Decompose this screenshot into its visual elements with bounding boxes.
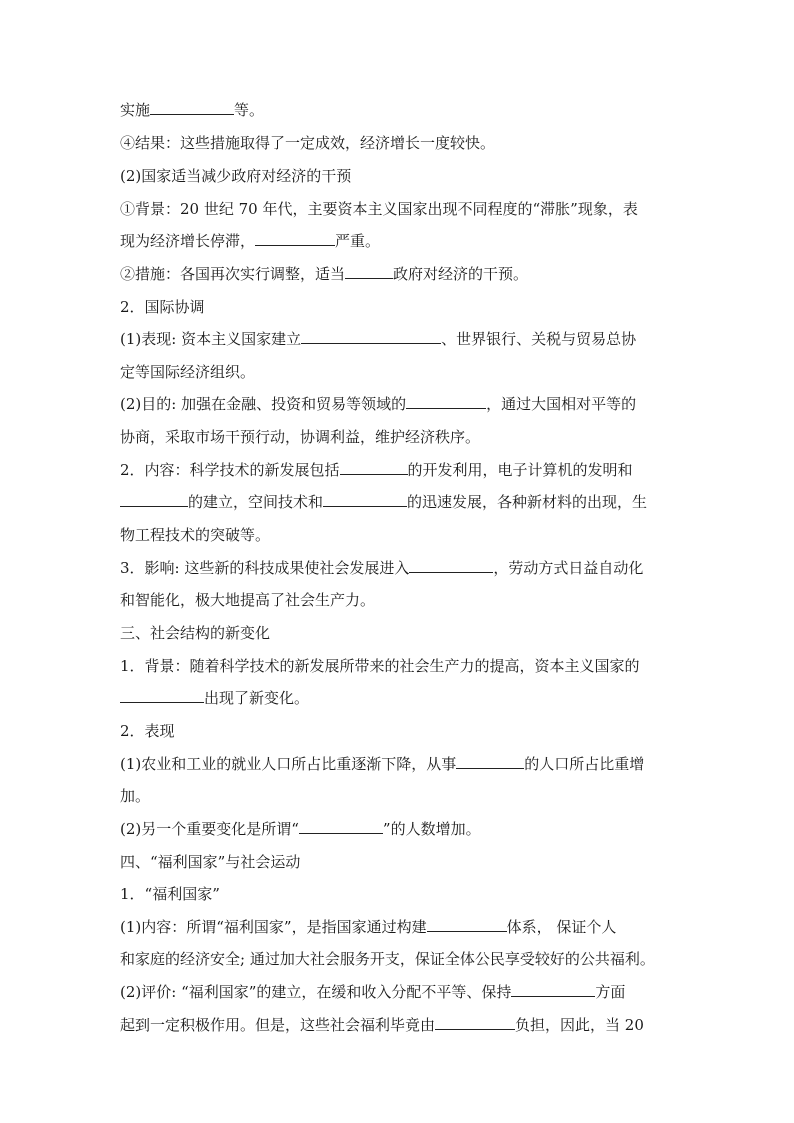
text-segment: 物工程技术的突破等。 xyxy=(120,526,271,544)
text-line xyxy=(120,982,680,1002)
text-segment: ②措施：各国再次实行调整，适当 xyxy=(120,265,346,283)
text-segment: 的建立，空间技术和 xyxy=(188,493,324,511)
text-line xyxy=(120,492,680,512)
text-segment: 三、社会结构的新变化 xyxy=(120,624,271,642)
fill-in-blank[interactable] xyxy=(406,394,486,409)
text-line xyxy=(120,656,680,676)
text-line xyxy=(120,558,680,578)
text-line xyxy=(120,525,680,545)
text-segment: (2)目的: 加强在金融、投资和贸易等领域的 xyxy=(120,395,407,413)
text-line xyxy=(120,623,680,643)
text-segment: 1．“福利国家” xyxy=(120,885,220,903)
text-line xyxy=(120,394,680,414)
text-segment: 和家庭的经济安全; 通过加大社会服务开支，保证全体公民享受较好的公共福利。 xyxy=(120,950,655,968)
text-line xyxy=(120,264,680,284)
text-line xyxy=(120,427,680,447)
text-segment: (1)农业和工业的就业人口所占比重逐渐下降，从事 xyxy=(120,755,457,773)
text-line xyxy=(120,362,680,382)
text-segment: 现为经济增长停滞， xyxy=(120,232,256,250)
text-segment: 的迅速发展，各种新材料的出现，生 xyxy=(407,493,648,511)
fill-in-blank[interactable] xyxy=(340,460,408,475)
text-line xyxy=(120,100,680,120)
fill-in-blank[interactable] xyxy=(427,917,507,932)
fill-in-blank[interactable] xyxy=(120,688,204,703)
fill-in-blank[interactable] xyxy=(511,982,595,997)
text-segment: 1．背景：随着科学技术的新发展所带来的社会生产力的提高，资本主义国家的 xyxy=(120,657,640,675)
text-line xyxy=(120,819,680,839)
text-segment: 方面 xyxy=(595,983,626,1001)
text-line xyxy=(120,329,680,349)
text-segment: 协商，采取市场干预行动，协调利益，维护经济秩序。 xyxy=(120,428,481,446)
text-line xyxy=(120,754,680,774)
fill-in-blank[interactable] xyxy=(299,819,383,834)
text-line xyxy=(120,786,680,806)
text-line xyxy=(120,688,680,708)
text-segment: ①背景：20 世纪 70 年代，主要资本主义国家出现不同程度的“滞胀”现象，表 xyxy=(120,200,638,218)
text-segment: 2．国际协调 xyxy=(120,298,205,316)
text-segment: ④结果：这些措施取得了一定成效，经济增长一度较快。 xyxy=(120,134,496,152)
text-segment: (1)表现: 资本主义国家建立 xyxy=(120,330,302,348)
text-segment: 定等国际经济组织。 xyxy=(120,363,256,381)
text-line xyxy=(120,917,680,937)
text-line xyxy=(120,1015,680,1035)
text-line xyxy=(120,721,680,741)
text-segment: 2．内容：科学技术的新发展包括 xyxy=(120,461,340,479)
text-segment: (2)另一个重要变化是所谓“ xyxy=(120,820,299,838)
text-segment: 和智能化，极大地提高了社会生产力。 xyxy=(120,591,376,609)
fill-in-blank[interactable] xyxy=(345,264,393,279)
text-line xyxy=(120,949,680,969)
text-line xyxy=(120,166,680,186)
text-segment: (2)评价: “福利国家”的建立，在缓和收入分配不平等、保持 xyxy=(120,983,512,1001)
text-segment: 2．表现 xyxy=(120,722,175,740)
text-segment: ”的人数增加。 xyxy=(382,820,481,838)
text-segment: (2)国家适当减少政府对经济的干预 xyxy=(120,167,352,185)
text-segment: 的开发利用，电子计算机的发明和 xyxy=(407,461,633,479)
text-segment: 出现了新变化。 xyxy=(204,689,310,707)
text-segment: 起到一定积极作用。但是，这些社会福利毕竟由 xyxy=(120,1016,436,1034)
text-segment: 3．影响: 这些新的科技成果使社会发展进入 xyxy=(120,559,410,577)
text-segment: ，通过大国相对平等的 xyxy=(486,395,637,413)
text-segment: 严重。 xyxy=(335,232,381,250)
fill-in-blank[interactable] xyxy=(301,329,441,344)
text-line xyxy=(120,199,680,219)
text-segment: 的人口所占比重增 xyxy=(524,755,645,773)
text-line xyxy=(120,133,680,153)
fill-in-blank[interactable] xyxy=(435,1015,515,1030)
fill-in-blank[interactable] xyxy=(323,492,407,507)
text-segment: 加。 xyxy=(120,787,151,805)
text-line xyxy=(120,884,680,904)
text-segment: 政府对经济的干预。 xyxy=(393,265,529,283)
text-line xyxy=(120,852,680,872)
fill-in-blank[interactable] xyxy=(456,754,524,769)
text-segment: 负担，因此，当 20 xyxy=(515,1016,644,1034)
text-segment: ，劳动方式日益自动化 xyxy=(493,559,644,577)
text-segment: 、世界银行、关税与贸易总协 xyxy=(441,330,637,348)
fill-in-blank[interactable] xyxy=(120,492,188,507)
text-segment: 四、“福利国家”与社会运动 xyxy=(120,853,301,871)
fill-in-blank[interactable] xyxy=(409,558,493,573)
text-line xyxy=(120,297,680,317)
text-segment: (1)内容：所谓“福利国家”，是指国家通过构建 xyxy=(120,918,427,936)
text-line xyxy=(120,590,680,610)
fill-in-blank[interactable] xyxy=(255,231,335,246)
text-segment: 等。 xyxy=(234,101,265,119)
text-line xyxy=(120,460,680,480)
fill-in-blank[interactable] xyxy=(150,100,234,115)
text-line xyxy=(120,231,680,251)
text-segment: 实施 xyxy=(120,101,151,119)
text-segment: 体系， 保证个人 xyxy=(506,918,617,936)
